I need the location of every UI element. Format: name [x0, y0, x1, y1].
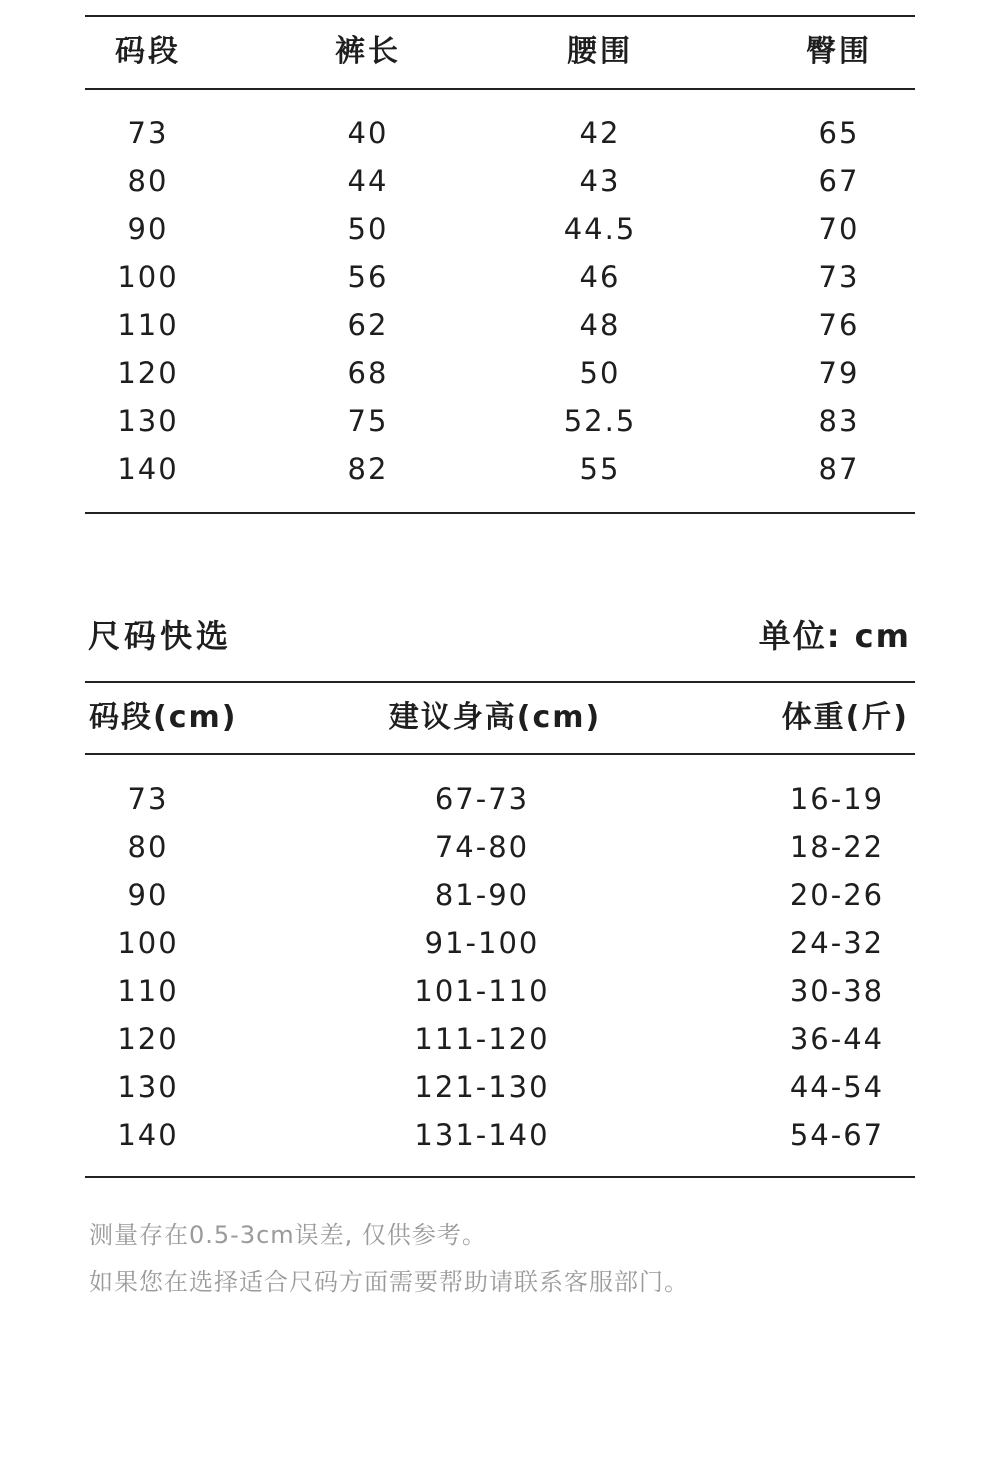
table-row — [85, 301, 915, 349]
cell-hip: 73 — [818, 260, 860, 294]
cell-weight: 20-26 — [789, 878, 885, 912]
table-bottom-rule — [85, 512, 915, 514]
cell-pants-length: 50 — [347, 212, 389, 246]
cell-hip: 76 — [818, 308, 860, 342]
cell-weight: 16-19 — [789, 782, 885, 816]
cell-height: 121-130 — [414, 1070, 550, 1104]
cell-size: 90 — [127, 212, 169, 246]
table-row — [85, 445, 915, 493]
cell-weight: 36-44 — [789, 1022, 885, 1056]
cell-waist: 43 — [579, 164, 621, 198]
table-header-rule — [85, 753, 915, 755]
unit-label: 单位: cm — [758, 617, 911, 655]
header-size: 码段 — [115, 34, 181, 69]
header-waist: 腰围 — [567, 34, 633, 69]
table-row — [85, 109, 915, 157]
table-header-rule — [85, 88, 915, 90]
cell-waist: 52.5 — [563, 404, 637, 438]
cell-size: 110 — [117, 308, 179, 342]
header-suggested-height: 建议身高(cm) — [388, 700, 602, 735]
cell-size: 140 — [117, 452, 179, 486]
cell-weight: 30-38 — [789, 974, 885, 1008]
cell-hip: 65 — [818, 116, 860, 150]
cell-pants-length: 68 — [347, 356, 389, 390]
cell-size: 130 — [117, 1070, 179, 1104]
cell-size: 120 — [117, 1022, 179, 1056]
cell-hip: 67 — [818, 164, 860, 198]
table-row — [85, 349, 915, 397]
table-row — [85, 1111, 915, 1159]
table-row — [85, 775, 915, 823]
cell-pants-length: 62 — [347, 308, 389, 342]
table-row — [85, 919, 915, 967]
cell-height: 111-120 — [414, 1022, 550, 1056]
cell-height: 91-100 — [424, 926, 540, 960]
cell-size: 100 — [117, 260, 179, 294]
table-row — [85, 1063, 915, 1111]
table-row — [85, 205, 915, 253]
cell-size: 140 — [117, 1118, 179, 1152]
header-size-cm: 码段(cm) — [89, 700, 238, 735]
cell-weight: 18-22 — [789, 830, 885, 864]
note-measurement-error: 测量存在0.5-3cm误差, 仅供参考。 — [89, 1221, 487, 1249]
cell-size: 120 — [117, 356, 179, 390]
cell-hip: 83 — [818, 404, 860, 438]
table-row — [85, 1015, 915, 1063]
cell-size: 90 — [127, 878, 169, 912]
section-title: 尺码快选 — [88, 617, 233, 655]
cell-waist: 48 — [579, 308, 621, 342]
cell-height: 67-73 — [434, 782, 530, 816]
cell-hip: 87 — [818, 452, 860, 486]
cell-size: 130 — [117, 404, 179, 438]
cell-size: 80 — [127, 830, 169, 864]
table-row — [85, 157, 915, 205]
cell-size: 73 — [127, 782, 169, 816]
cell-hip: 79 — [818, 356, 860, 390]
cell-pants-length: 56 — [347, 260, 389, 294]
cell-waist: 55 — [579, 452, 621, 486]
table-bottom-rule — [85, 1176, 915, 1178]
cell-weight: 24-32 — [789, 926, 885, 960]
note-contact-service: 如果您在选择适合尺码方面需要帮助请联系客服部门。 — [89, 1268, 689, 1296]
cell-weight: 54-67 — [789, 1118, 885, 1152]
cell-waist: 42 — [579, 116, 621, 150]
table-row — [85, 253, 915, 301]
table-row — [85, 871, 915, 919]
cell-size: 100 — [117, 926, 179, 960]
table-row — [85, 823, 915, 871]
cell-height: 131-140 — [414, 1118, 550, 1152]
cell-height: 81-90 — [434, 878, 530, 912]
cell-size: 110 — [117, 974, 179, 1008]
cell-pants-length: 75 — [347, 404, 389, 438]
table-row — [85, 967, 915, 1015]
cell-pants-length: 44 — [347, 164, 389, 198]
table-header-row — [85, 683, 915, 753]
header-pants-length: 裤长 — [335, 34, 401, 69]
cell-pants-length: 40 — [347, 116, 389, 150]
cell-hip: 70 — [818, 212, 860, 246]
cell-weight: 44-54 — [789, 1070, 885, 1104]
cell-waist: 44.5 — [563, 212, 637, 246]
cell-height: 101-110 — [414, 974, 550, 1008]
cell-waist: 50 — [579, 356, 621, 390]
table-row — [85, 397, 915, 445]
cell-pants-length: 82 — [347, 452, 389, 486]
cell-size: 73 — [127, 116, 169, 150]
cell-size: 80 — [127, 164, 169, 198]
header-hip: 臀围 — [806, 34, 872, 69]
header-weight: 体重(斤) — [781, 700, 909, 735]
table-header-row — [85, 17, 915, 87]
cell-height: 74-80 — [434, 830, 530, 864]
cell-waist: 46 — [579, 260, 621, 294]
